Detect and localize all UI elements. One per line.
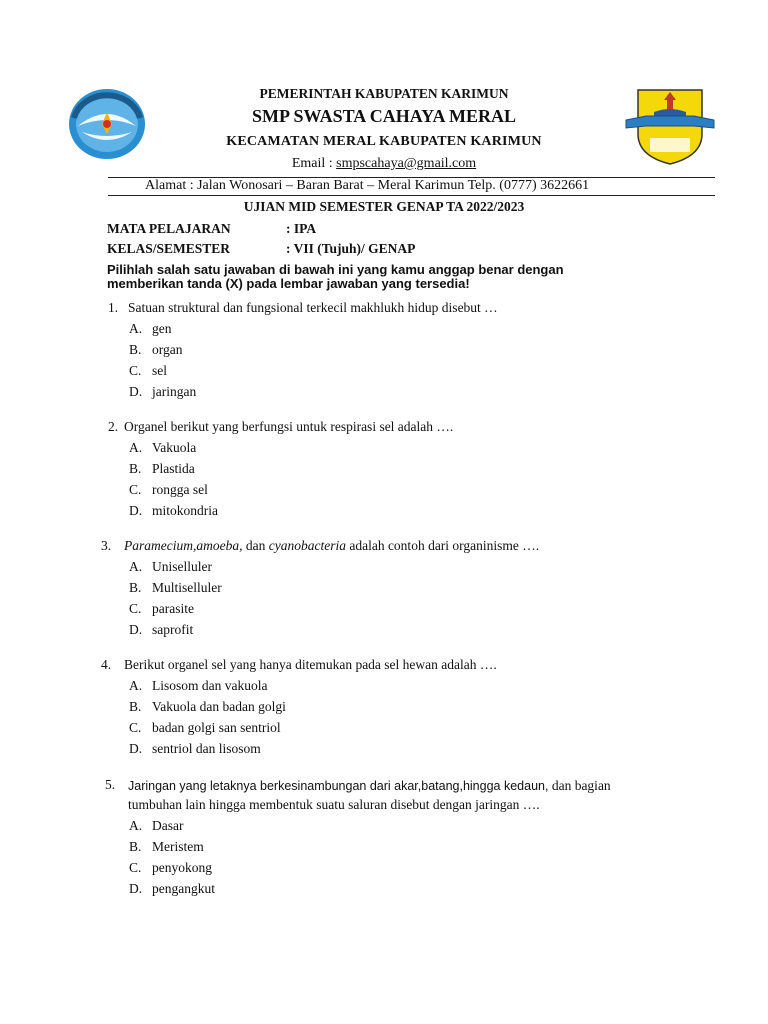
government-title: PEMERINTAH KABUPATEN KARIMUN — [259, 86, 509, 101]
q1-option-d-letter: D. — [129, 384, 143, 399]
class-value: : VII (Tujuh)/ GENAP — [286, 241, 416, 256]
q4-option-a-letter: A. — [129, 678, 143, 693]
q5-option-d-text: pengangkut — [152, 881, 215, 896]
question-4-text: Berikut organel sel yang hanya ditemukan pada sel hewan adalah …. — [124, 657, 497, 672]
question-5-text — [128, 777, 611, 795]
subject-value: : IPA — [286, 221, 317, 236]
question-3-number: 3. — [101, 538, 112, 553]
q2-option-c-letter: C. — [129, 482, 142, 497]
email-line — [0, 156, 768, 172]
q3-option-a-letter: A. — [129, 559, 143, 574]
header-rule-bottom — [108, 195, 715, 196]
q1-option-b-letter: B. — [129, 342, 142, 357]
q3-italic-2: cyanobacteria — [268, 538, 346, 553]
q5-option-b-letter: B. — [129, 839, 142, 854]
q1-option-c-letter: C. — [129, 363, 142, 378]
q3-italic-1: Paramecium,amoeba, — [124, 538, 243, 553]
school-name: SMP SWASTA CAHAYA MERAL — [252, 106, 516, 126]
q4-option-a-text: Lisosom dan vakuola — [152, 678, 268, 693]
q2-option-d-letter: D. — [129, 503, 143, 518]
q1-option-c-text: sel — [152, 363, 167, 378]
q3-option-d-letter: D. — [129, 622, 143, 637]
q3-option-c-letter: C. — [129, 601, 142, 616]
q5-option-a-text: Dasar — [152, 818, 184, 833]
question-3-text — [124, 538, 539, 554]
question-1-text: Satuan struktural dan fungsional terkecil makhlukh hidup disebut … — [128, 300, 498, 315]
question-4-number: 4. — [101, 657, 112, 672]
q1-option-a-text: gen — [152, 321, 172, 336]
class-label: KELAS/SEMESTER — [107, 241, 231, 256]
question-5-number: 5. — [105, 777, 116, 792]
q1-option-d-text: jaringan — [152, 384, 197, 399]
q2-option-c-text: rongga sel — [152, 482, 208, 497]
q4-option-d-text: sentriol dan lisosom — [152, 741, 261, 756]
address-line: Alamat : Jalan Wonosari – Baran Barat – Meral Karimun Telp. (0777) 3622661 — [145, 178, 590, 193]
q3-option-a-text: Uniselluler — [152, 559, 212, 574]
question-1-number: 1. — [108, 300, 119, 315]
q1-option-b-text: organ — [152, 342, 183, 357]
q5-option-b-text: Meristem — [152, 839, 204, 854]
instruction-line-1: Pilihlah salah satu jawaban di bawah ini yang kamu anggap benar dengan — [107, 262, 564, 277]
q4-option-d-letter: D. — [129, 741, 143, 756]
q3-option-d-text: saprofit — [152, 622, 194, 637]
email-label: Email : — [291, 156, 337, 171]
q5-option-c-letter: C. — [129, 860, 142, 875]
q1-option-a-letter: A. — [129, 321, 143, 336]
instruction-line-2: memberikan tanda (X) pada lembar jawaban yang tersedia! — [107, 276, 470, 291]
q2-option-a-letter: A. — [129, 440, 143, 455]
q5-option-d-letter: D. — [129, 881, 143, 896]
question-5-text-line2: tumbuhan lain hingga membentuk suatu saluran disebut dengan jaringan …. — [128, 797, 540, 812]
email-link[interactable]: smpscahaya@gmail.com — [336, 156, 477, 171]
q3-option-b-text: Multiselluler — [152, 580, 222, 595]
q4-option-b-text: Vakuola dan badan golgi — [152, 699, 286, 714]
exam-title: UJIAN MID SEMESTER GENAP TA 2022/2023 — [243, 199, 525, 214]
q3-plain-2: adalah contoh dari organinisme …. — [345, 538, 540, 553]
q5-option-a-letter: A. — [129, 818, 143, 833]
q2-option-b-text: Plastida — [152, 461, 195, 476]
question-2-number: 2. — [108, 419, 119, 434]
q3-option-b-letter: B. — [129, 580, 142, 595]
q4-option-b-letter: B. — [129, 699, 142, 714]
q4-option-c-text: badan golgi san sentriol — [152, 720, 281, 735]
q2-option-b-letter: B. — [129, 461, 142, 476]
q5-text-sans: Jaringan yang letaknya berkesinambungan dari akar,batang,hingga kedaun, — [128, 779, 549, 793]
q4-option-c-letter: C. — [129, 720, 142, 735]
subject-label: MATA PELAJARAN — [107, 221, 231, 236]
q5-option-c-text: penyokong — [152, 860, 212, 875]
q5-text-serif: dan bagian — [548, 778, 611, 793]
q2-option-a-text: Vakuola — [152, 440, 197, 455]
district-line: KECAMATAN MERAL KABUPATEN KARIMUN — [226, 134, 542, 149]
q3-option-c-text: parasite — [152, 601, 194, 616]
q2-option-d-text: mitokondria — [152, 503, 218, 518]
question-2-text: Organel berikut yang berfungsi untuk respirasi sel adalah …. — [124, 419, 454, 434]
q3-plain-1: dan — [242, 538, 269, 553]
